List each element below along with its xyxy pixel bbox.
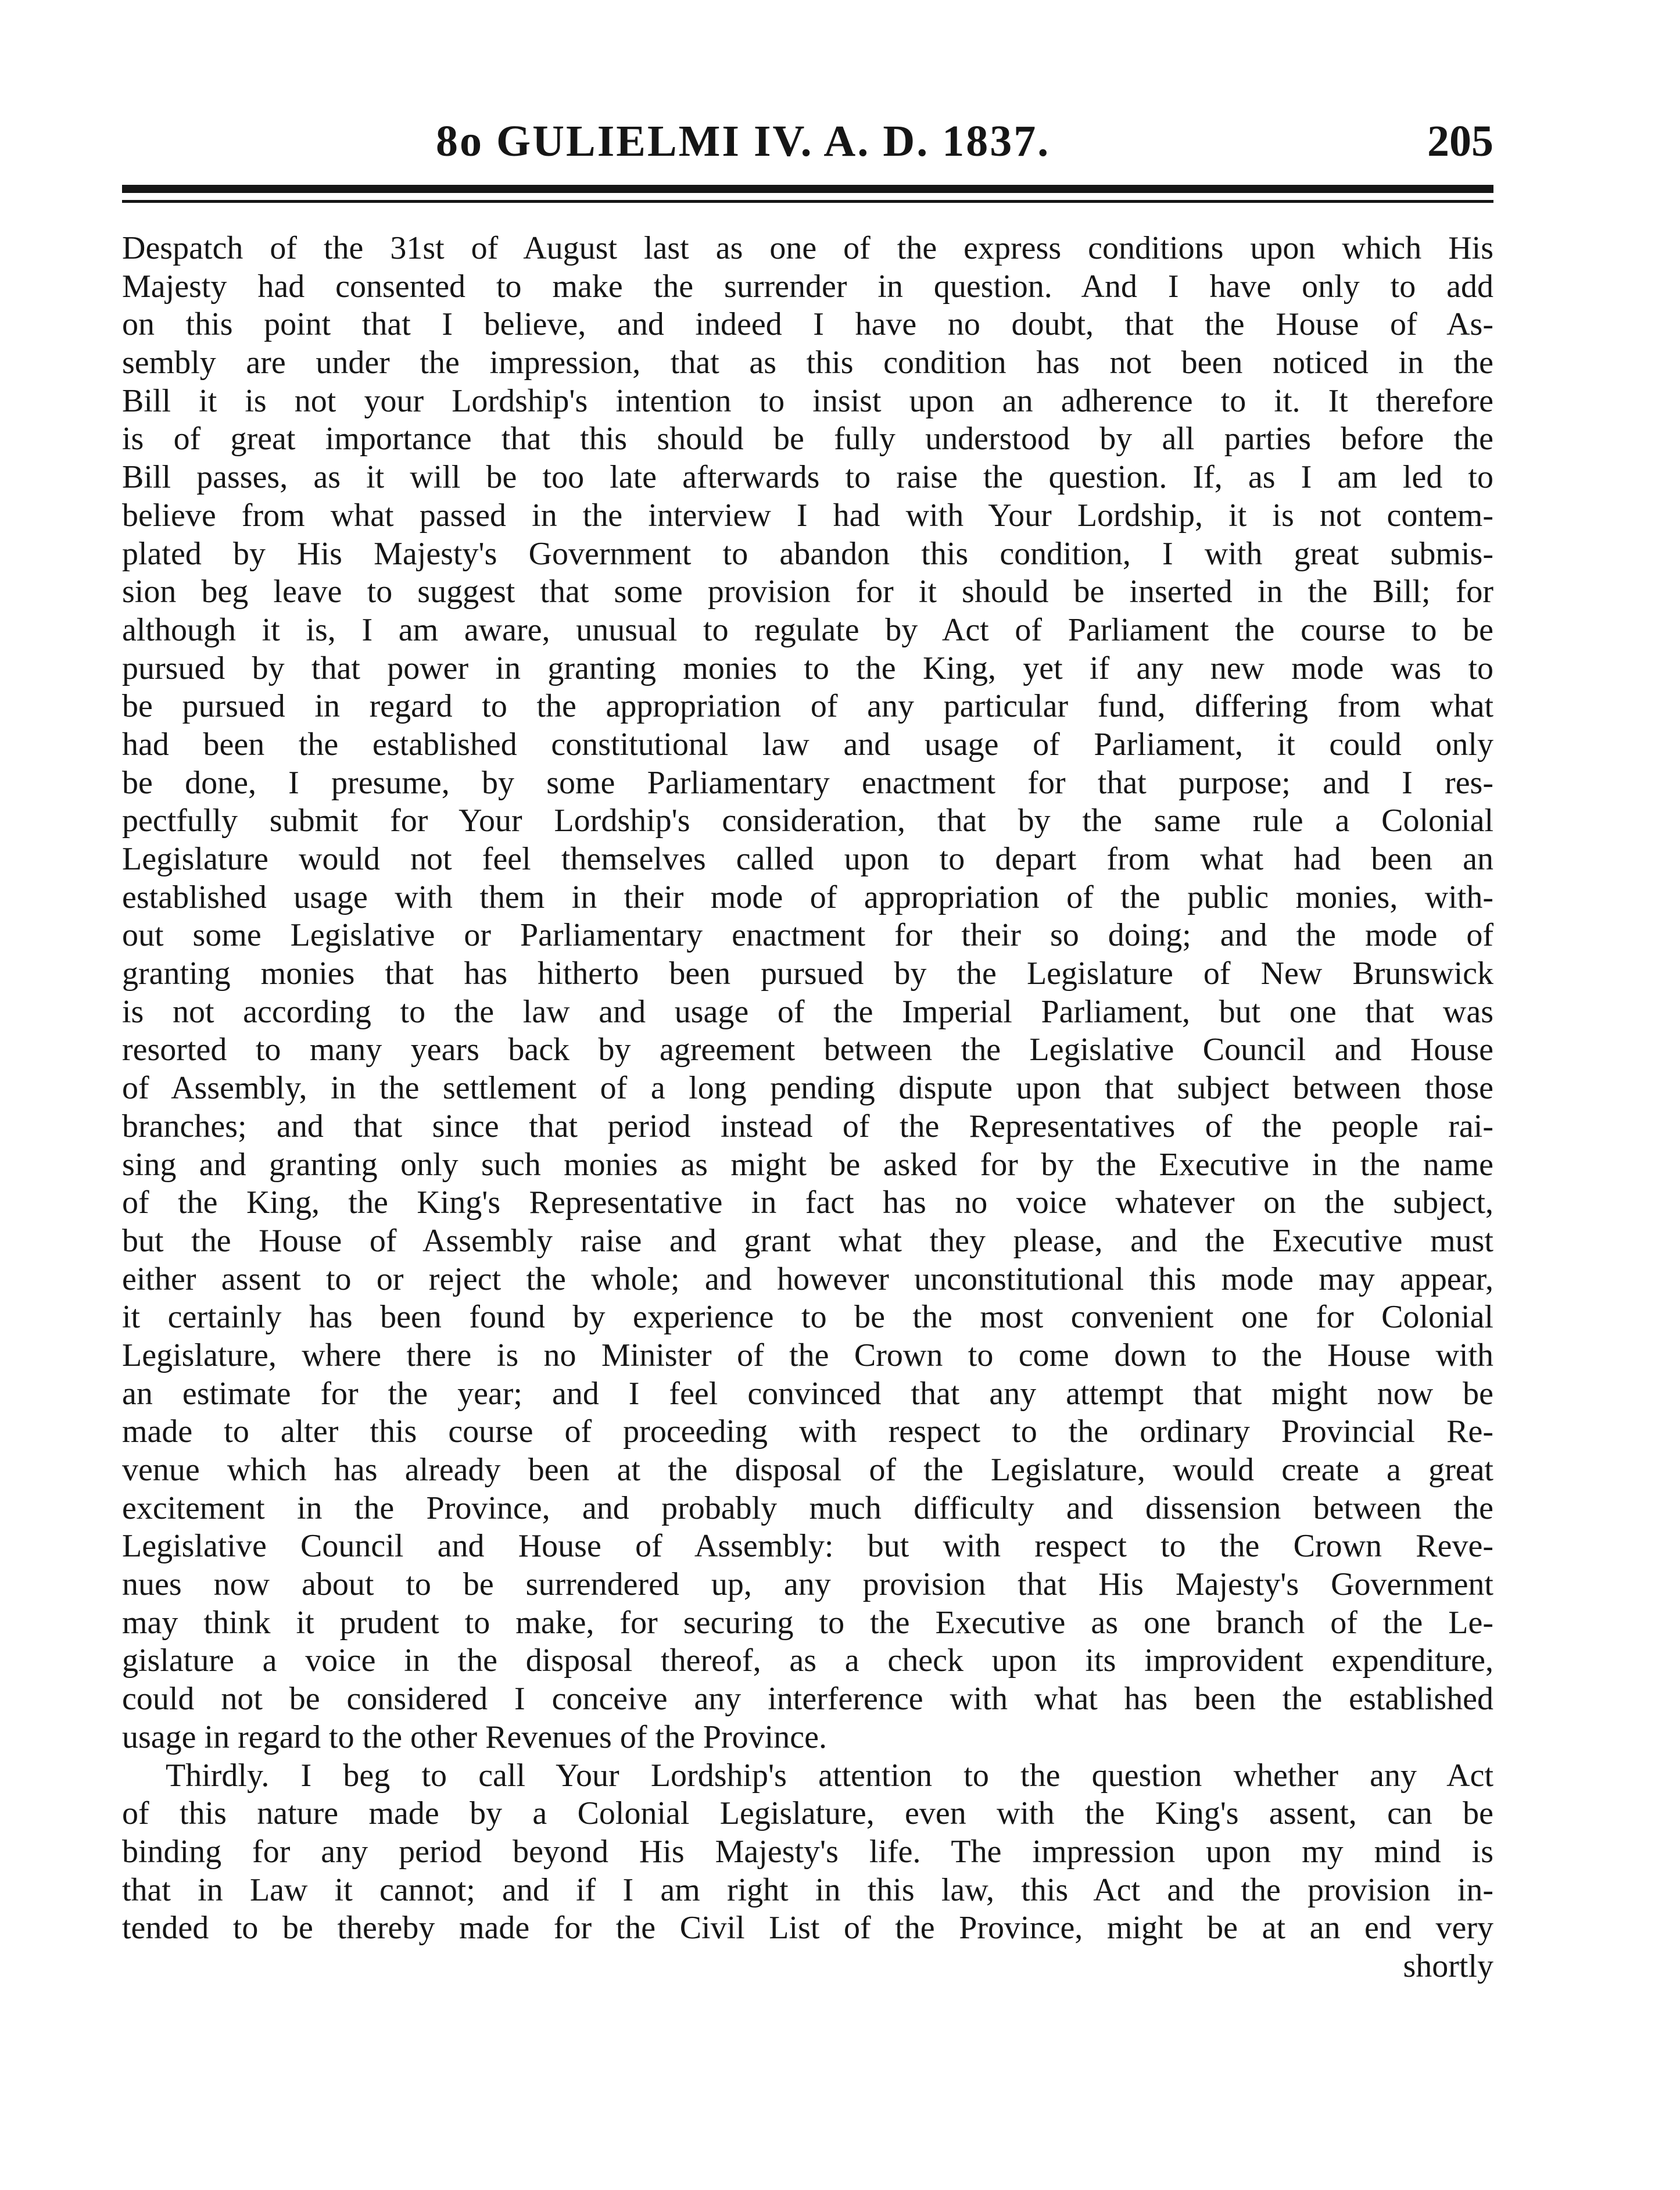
- page-number: 205: [1427, 117, 1493, 166]
- running-head: [122, 116, 1493, 180]
- paragraph-end-line: usage in regard to the other Revenues of the Province.: [122, 1719, 827, 1755]
- text-line: sing and granting only such monies as might be asked for by the Executive in the name: [122, 1146, 1493, 1183]
- text-line: Legislature, where there is no Minister of the Crown to come down to the House with: [122, 1337, 1493, 1373]
- text-line: could not be considered I conceive any interference with what has been the established: [122, 1681, 1493, 1717]
- text-line: out some Legislative or Parliamentary enactment for their so doing; and the mode of: [122, 917, 1493, 954]
- text-line: established usage with them in their mode of appropriation of the public monies, with-: [122, 879, 1493, 915]
- text-line: resorted to many years back by agreement between the Legislative Council and House: [122, 1032, 1493, 1068]
- text-line: sion beg leave to suggest that some provision for it should be inserted in the Bill; for: [122, 574, 1493, 610]
- text-line: on this point that I believe, and indeed I have no doubt, that the House of As-: [122, 306, 1493, 343]
- text-line: is not according to the law and usage of the Imperial Parliament, but one that was: [122, 993, 1493, 1030]
- text-line: is of great importance that this should be fully understood by all parties before the: [122, 421, 1493, 457]
- text-line: pursued by that power in granting monies to the King, yet if any new mode was to: [122, 650, 1493, 686]
- text-line: either assent to or reject the whole; and however unconstitutional this mode may appear,: [122, 1261, 1493, 1297]
- text-line: of Assembly, in the settlement of a long pending dispute upon that subject between those: [122, 1070, 1493, 1107]
- text-line: of this nature made by a Colonial Legislature, even with the King's assent, can be: [122, 1795, 1493, 1832]
- text-line: Majesty had consented to make the surrender in question. And I have only to add: [122, 268, 1493, 305]
- text-line: pectfully submit for Your Lordship's consideration, that by the same rule a Colonial: [122, 803, 1493, 839]
- text-line: venue which has already been at the disposal of the Legislature, would create a great: [122, 1452, 1493, 1488]
- paragraph-start-line: Thirdly. I beg to call Your Lordship's attention to the question whether any Act: [166, 1757, 1493, 1794]
- text-line: made to alter this course of proceeding with respect to the ordinary Provincial Re-: [122, 1414, 1493, 1450]
- text-line: an estimate for the year; and I feel convinced that any attempt that might now be: [122, 1375, 1493, 1412]
- text-line: Bill it is not your Lordship's intention to insist upon an adherence to it. It therefore: [122, 382, 1493, 419]
- catchword: shortly: [1403, 1948, 1493, 1984]
- text-line: had been the established constitutional law and usage of Parliament, it could only: [122, 726, 1493, 763]
- text-line: binding for any period beyond His Majesty's life. The impression upon my mind is: [122, 1833, 1493, 1870]
- text-line: be done, I presume, by some Parliamentary enactment for that purpose; and I res-: [122, 764, 1493, 801]
- text-line: Bill passes, as it will be too late afterwards to raise the question. If, as I am led to: [122, 459, 1493, 496]
- text-line: tended to be thereby made for the Civil List of the Province, might be at an end very: [122, 1910, 1493, 1946]
- text-line: Legislature would not feel themselves called upon to depart from what had been an: [122, 841, 1493, 877]
- text-line: Legislative Council and House of Assembly: but with respect to the Crown Reve-: [122, 1528, 1493, 1565]
- text-line: branches; and that since that period instead of the Representatives of the people rai-: [122, 1108, 1493, 1144]
- text-line: nues now about to be surrendered up, any provision that His Majesty's Government: [122, 1566, 1493, 1603]
- header-rule-thick: [122, 185, 1493, 193]
- text-line: granting monies that has hitherto been pursued by the Legislature of New Brunswick: [122, 956, 1493, 992]
- text-line: plated by His Majesty's Government to abandon this condition, I with great submis-: [122, 535, 1493, 572]
- text-line: but the House of Assembly raise and grant what they please, and the Executive must: [122, 1222, 1493, 1259]
- text-line: Despatch of the 31st of August last as one of the express conditions upon which His: [122, 230, 1493, 266]
- text-line: although it is, I am aware, unusual to regulate by Act of Parliament the course to be: [122, 611, 1493, 648]
- text-line: that in Law it cannot; and if I am right in this law, this Act and the provision in-: [122, 1871, 1493, 1908]
- text-line: be pursued in regard to the appropriation of any particular fund, differing from what: [122, 688, 1493, 725]
- header-rule-thin: [122, 200, 1493, 203]
- text-line: it certainly has been found by experience to be the most convenient one for Colonial: [122, 1299, 1493, 1336]
- text-line: of the King, the King's Representative in fact has no voice whatever on the subject,: [122, 1185, 1493, 1221]
- text-line: excitement in the Province, and probably much difficulty and dissension between the: [122, 1490, 1493, 1526]
- text-line: gislature a voice in the disposal thereof, as a check upon its improvident expenditure,: [122, 1642, 1493, 1679]
- text-line: believe from what passed in the interview I had with Your Lordship, it is not contem-: [122, 497, 1493, 534]
- running-head-title: 8o GULIELMI IV. A. D. 1837.: [436, 117, 1051, 166]
- body-text: [122, 230, 1493, 1986]
- text-line: sembly are under the impression, that as this condition has not been noticed in the: [122, 345, 1493, 381]
- text-line: may think it prudent to make, for securing to the Executive as one branch of the Le-: [122, 1604, 1493, 1641]
